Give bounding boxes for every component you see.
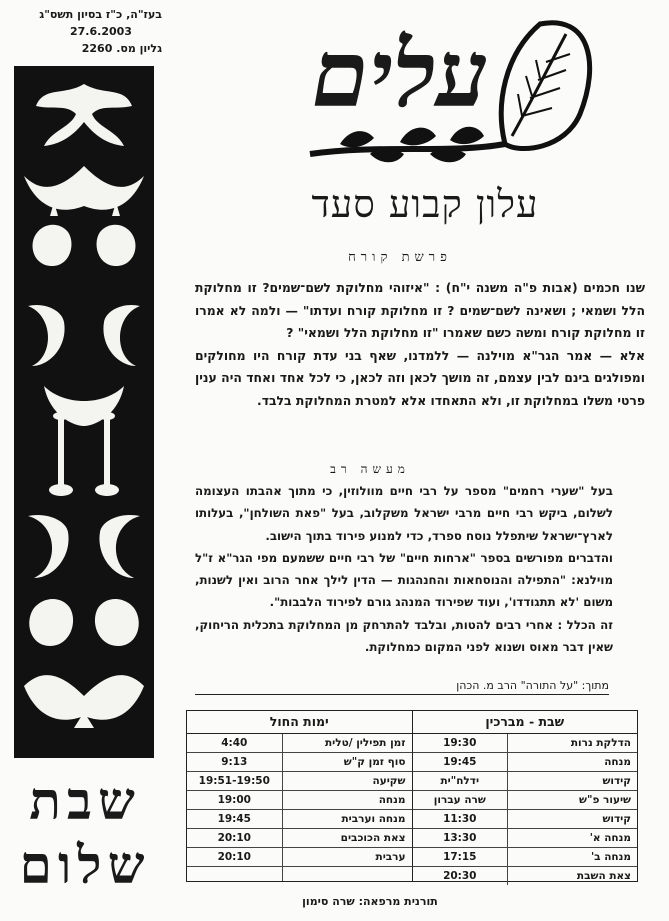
- table-row: [187, 867, 412, 881]
- story-paragraph: והדברים מפורשים בספר "ארחות חיים" של רבי חיים ששמעם מפי הגר"א ז"ל מוילנא: "התפילה והנוסחאות והחנהגות — הדין לילך אחר הרוב ואין לשנות, משום 'לא תתגודדו', ועוד שפירוד המנהג גורם לפירוד הלבבות".: [195, 550, 613, 610]
- weekdays-column: [187, 711, 413, 881]
- story-paragraph: בעל "שערי רחמים" מספר על רבי חיים מוולוזין, כי מתוך אהבתו העצומה לשלום, ביקש רבי חיים מרבי ישראל משקלוב, בעל "פאת השולחן", בעלותו לארץ־ישראל שיתפלל נוסח ספרד, כדי למנוע פירוד בתוך הישוב.: [195, 484, 613, 543]
- story-heading: מעשה רב: [330, 462, 410, 476]
- story-source: מתוך: "על התורה" הרב מ. הכהן: [195, 679, 609, 695]
- table-row: מנחה וערבית 19:45: [187, 810, 412, 829]
- story-body: [195, 480, 613, 658]
- shabbat-column: [413, 711, 638, 881]
- ornament-panel: [14, 66, 154, 758]
- shabbat-column-title: שבת - מברכין: [413, 711, 638, 734]
- table-row: קידוש 11:30: [413, 810, 638, 829]
- table-row: צאת השבת 20:30: [413, 867, 638, 885]
- table-row: קידוש ידלח"ית: [413, 772, 638, 791]
- table-row: סוף זמן ק"ש 9:13: [187, 753, 412, 772]
- parasha-title: פרשת קורח: [348, 250, 452, 265]
- shalom-word: שלום: [19, 835, 151, 896]
- ornament-graphic: [14, 66, 154, 758]
- masthead-subtitle: עלון קבוע סעד: [311, 182, 539, 226]
- hebrew-date: בעז"ה, כ"ז בסיון תשס"ג: [39, 8, 162, 21]
- main-article: [195, 277, 645, 412]
- table-row: זמן תפילין /טלית 4:40: [187, 734, 412, 753]
- prayer-schedule-table: [186, 710, 638, 882]
- shabbat-word: שבת: [29, 771, 141, 832]
- story-paragraph: זה הכלל : אחרי רבים להטות, ובלבד להתרחק מן המחלוקת בתכלית הריחוק, שאין דבר מאוס ושנוא לפני המקום כמחלוקת.: [195, 617, 613, 655]
- table-row: שיעור פ"ש שרה עברון: [413, 791, 638, 810]
- footer-nurse-on-duty: תורנית מרפאה: שרה סימון: [302, 895, 438, 908]
- table-row: מנחה 19:00: [187, 791, 412, 810]
- logo-text: עלים: [311, 20, 489, 128]
- table-row: מנחה 19:45: [413, 753, 638, 772]
- table-row: הדלקת נרות 19:30: [413, 734, 638, 753]
- table-row: צאת הכוכבים 20:10: [187, 829, 412, 848]
- masthead-logo: [300, 4, 600, 182]
- table-row: מנחה ב' 17:15: [413, 848, 638, 867]
- table-row: ערבית 20:10: [187, 848, 412, 867]
- issue-number: גליון מס. 2260: [81, 42, 162, 55]
- gregorian-date: 27.6.2003: [70, 25, 132, 38]
- shabbat-shalom-block: [10, 770, 160, 920]
- weekdays-column-title: ימות החול: [187, 711, 412, 734]
- table-row: שקיעה 19:51-19:50: [187, 772, 412, 791]
- table-row: מנחה א' 13:30: [413, 829, 638, 848]
- article-paragraph: אלא — אמר הגר"א מוילנה — ללמדנו, שאף בני עדת קורח היו מחולקים ומפולגים בינם לבין עצמם, זה מושך לכאן וזה לכאן, כי לכל אחד ואחד היה ענין פרטי משלו במחלוקת זו, ולא התאחדו אלא למטרת המחלוקת בלבד.: [195, 347, 645, 408]
- article-paragraph: שנו חכמים (אבות פ"ה משנה י"ח) : "איזוהי מחלוקת לשם־שמים? זו מחלוקת הלל ושמאי ; ושאינה לשם־שמים ? זו מחלוקת קורח ועדתו" — ולמה לא אמרו זו מחלוקת קורח ומשה כשם שאמרו "זו מחלוקת הלל ושמאי" ?: [195, 280, 645, 340]
- issue-header: [12, 6, 162, 57]
